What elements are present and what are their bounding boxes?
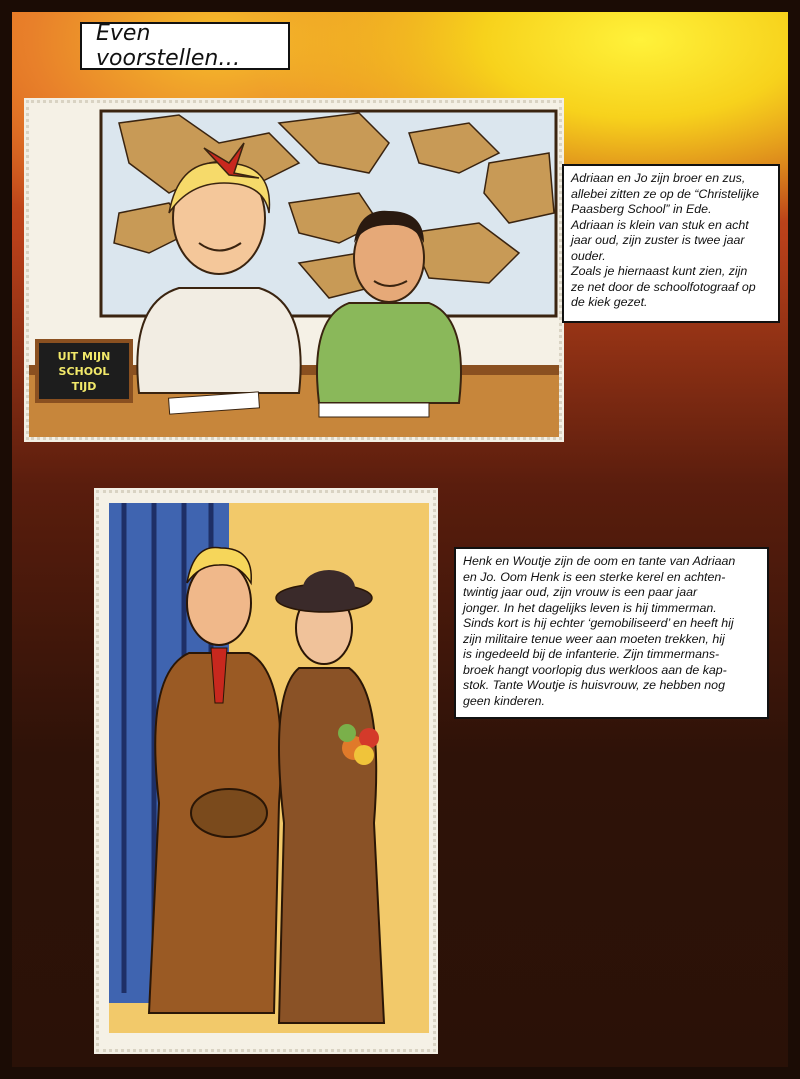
boy-shirt [317, 303, 461, 403]
caption2-line: Henk en Woutje zijn de oom en tante van Adriaan [463, 554, 736, 568]
couple-photo-illustration [99, 493, 433, 1049]
chalkboard-line-1: UIT MIJN [57, 350, 111, 363]
caption1-line: Adriaan en Jo zijn broer en zus, [571, 171, 746, 185]
caption1-line: ze net door de schoolfotograaf op [571, 279, 756, 294]
caption1-line: Adriaan is klein van stuk en acht [571, 217, 749, 232]
caption1-line: ouder. [571, 248, 606, 263]
caption1-line: allebei zitten ze op de “Christelijke [571, 186, 760, 201]
caption2-line: en Jo. Oom Henk is een sterke kerel en achten- [463, 569, 726, 584]
caption2-line: is ingedeeld bij de infanterie. Zijn timmermans- [463, 647, 720, 661]
woman-dress [279, 668, 384, 1023]
caption2-line: twintig jaar oud, zijn vrouw is een paar jaar [463, 585, 698, 599]
school-photo-illustration [29, 103, 559, 437]
caption2-line: geen kinderen. [463, 693, 545, 708]
caption2-line: zijn militaire tenue weer aan moeten trekken, hij [463, 631, 725, 646]
caption1-line: Paasberg School” in Ede. [571, 202, 712, 216]
school-photo [26, 100, 562, 440]
title-text: Even voorstellen… [96, 21, 241, 71]
caption-children [562, 164, 780, 323]
chalkboard-sign [37, 341, 131, 401]
caption2-line: jonger. In het dagelijks leven is hij timmerman. [463, 600, 717, 615]
caption1-line: de kiek gezet. [571, 295, 648, 309]
girl-blouse [137, 288, 300, 393]
chalkboard-line-2: SCHOOL [58, 365, 110, 378]
man-face [187, 561, 251, 645]
title-caption [80, 22, 290, 70]
caption1-line: jaar oud, zijn zuster is twee jaar [571, 233, 745, 247]
caption2-line: Sinds kort is hij echter ‘gemobiliseerd’ en heeft hij [463, 616, 734, 630]
chalkboard-line-3: TIJD [71, 380, 97, 393]
caption-uncle-aunt [454, 547, 769, 719]
couple-photo [96, 490, 436, 1052]
caption1-line: Zoals je hiernaast kunt zien, zijn [571, 264, 748, 278]
caption2-line: broek hangt voorlopig dus werkloos aan de kap- [463, 662, 727, 677]
hat-in-hand [191, 789, 267, 837]
caption2-line: stok. Tante Woutje is huisvrouw, ze hebben nog [463, 678, 725, 692]
